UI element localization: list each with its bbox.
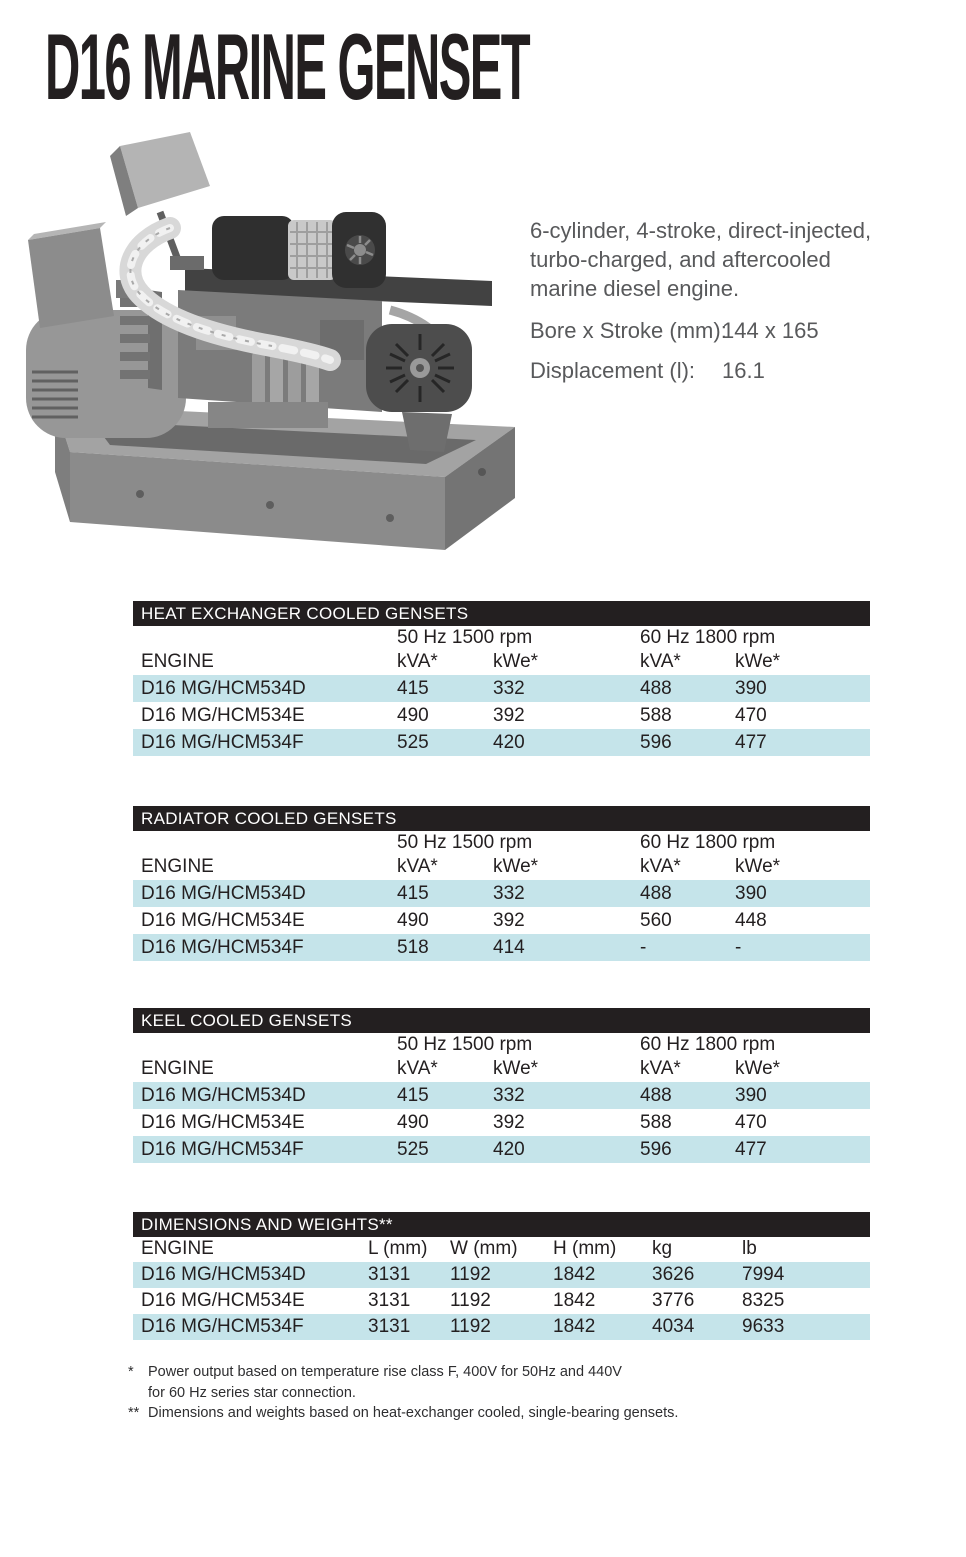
value-cell: 9633 <box>742 1316 785 1337</box>
description-line: marine diesel engine. <box>530 276 740 301</box>
engine-cell: D16 MG/HCM534F <box>141 1316 304 1337</box>
engine-cell: D16 MG/HCM534F <box>141 1139 304 1160</box>
description-text <box>530 216 890 303</box>
column-header: W (mm) <box>450 1238 518 1259</box>
value-cell: 588 <box>640 1112 672 1133</box>
table-row <box>133 1288 870 1314</box>
value-cell: 3626 <box>652 1264 695 1285</box>
value-cell: 415 <box>397 883 429 904</box>
value-cell: 332 <box>493 1085 525 1106</box>
column-header-row <box>133 854 870 880</box>
table-row <box>133 907 870 934</box>
footnote-line: Power output based on temperature rise class F, 400V for 50Hz and 440V <box>148 1364 622 1380</box>
value-cell: 470 <box>735 705 767 726</box>
value-cell: 448 <box>735 910 767 931</box>
value-cell: 420 <box>493 732 525 753</box>
column-header: ENGINE <box>141 856 214 877</box>
engine-cell: D16 MG/HCM534F <box>141 937 304 958</box>
air-cleaner <box>212 212 386 288</box>
value-cell: 525 <box>397 1139 429 1160</box>
footnote-line: for 60 Hz series star connection. <box>148 1384 356 1401</box>
column-header-row <box>133 1237 870 1262</box>
value-cell: 8325 <box>742 1290 785 1311</box>
engine-cell: D16 MG/HCM534D <box>141 883 306 904</box>
table-dimensions-weights <box>133 1212 870 1340</box>
value-cell: 1192 <box>450 1316 491 1337</box>
column-header: kWe* <box>735 856 781 877</box>
value-cell: 588 <box>640 705 672 726</box>
table-title-bar: HEAT EXCHANGER COOLED GENSETS <box>133 601 870 626</box>
column-header: kVA* <box>397 856 438 877</box>
frequency-header-row <box>133 626 870 649</box>
column-header: kWe* <box>735 1058 781 1079</box>
value-cell: 3131 <box>368 1264 411 1285</box>
value-cell: 7994 <box>742 1264 785 1285</box>
value-cell: 332 <box>493 883 525 904</box>
table-row <box>133 1082 870 1109</box>
table-radiator-cooled <box>133 806 870 961</box>
value-cell: 488 <box>640 1085 672 1106</box>
value-cell: 518 <box>397 937 429 958</box>
column-header: kVA* <box>397 651 438 672</box>
value-cell: 560 <box>640 910 672 931</box>
value-cell: 392 <box>493 1112 525 1133</box>
engine-cell: D16 MG/HCM534E <box>141 705 305 726</box>
value-cell: 3131 <box>368 1316 411 1337</box>
column-header: ENGINE <box>141 1238 214 1259</box>
value-cell: 490 <box>397 910 429 931</box>
value-cell: 4034 <box>652 1316 695 1337</box>
value-cell: 488 <box>640 883 672 904</box>
freq-header-60hz: 60 Hz 1800 rpm <box>640 1034 776 1055</box>
spec-displacement <box>530 358 765 384</box>
table-title-bar: KEEL COOLED GENSETS <box>133 1008 870 1033</box>
value-cell: 332 <box>493 678 525 699</box>
value-cell: 414 <box>493 937 525 958</box>
value-cell: 390 <box>735 1085 767 1106</box>
value-cell: 477 <box>735 1139 767 1160</box>
generator <box>26 222 186 438</box>
column-header: kVA* <box>640 651 681 672</box>
spec-label: Bore x Stroke (mm): <box>530 318 727 343</box>
column-header-row <box>133 1056 870 1082</box>
value-cell: 490 <box>397 1112 429 1133</box>
footnote-marker: ** <box>128 1405 140 1421</box>
description-line: 6-cylinder, 4-stroke, direct-injected, <box>530 218 872 243</box>
value-cell: 596 <box>640 1139 672 1160</box>
table-row <box>133 729 870 756</box>
value-cell: 525 <box>397 732 429 753</box>
value-cell: 420 <box>493 1139 525 1160</box>
value-cell: 477 <box>735 732 767 753</box>
engine-cell: D16 MG/HCM534D <box>141 1085 306 1106</box>
footnote-power-output <box>128 1362 848 1403</box>
engine-cell: D16 MG/HCM534E <box>141 910 305 931</box>
column-header: L (mm) <box>368 1238 428 1259</box>
description-line: turbo-charged, and aftercooled <box>530 247 831 272</box>
value-cell: 392 <box>493 910 525 931</box>
frequency-header-row <box>133 1033 870 1056</box>
column-header: ENGINE <box>141 651 214 672</box>
spec-bore-stroke <box>530 318 819 344</box>
value-cell: 3131 <box>368 1290 411 1311</box>
value-cell: 488 <box>640 678 672 699</box>
genset-photo <box>20 120 540 560</box>
value-cell: 1842 <box>553 1316 596 1337</box>
table-row <box>133 934 870 961</box>
spec-value: 16.1 <box>722 358 765 383</box>
value-cell: 1192 <box>450 1264 491 1285</box>
value-cell: 490 <box>397 705 429 726</box>
value-cell: 390 <box>735 678 767 699</box>
freq-header-60hz: 60 Hz 1800 rpm <box>640 627 776 648</box>
spec-label: Displacement (l): <box>530 358 696 383</box>
table-row <box>133 880 870 907</box>
footnote-line: Dimensions and weights based on heat-exchanger cooled, single-bearing gensets. <box>148 1405 679 1421</box>
value-cell: 470 <box>735 1112 767 1133</box>
value-cell: 392 <box>493 705 525 726</box>
spec-value: 144 x 165 <box>722 318 819 343</box>
open-lid <box>110 132 210 270</box>
engine-cell: D16 MG/HCM534D <box>141 678 306 699</box>
freq-header-60hz: 60 Hz 1800 rpm <box>640 832 776 853</box>
value-cell: 390 <box>735 883 767 904</box>
value-cell: 1842 <box>553 1290 596 1311</box>
column-header: kVA* <box>640 856 681 877</box>
page-title: D16 MARINE GENSET <box>45 14 530 119</box>
value-cell: 596 <box>640 732 672 753</box>
column-header: kg <box>652 1238 673 1259</box>
column-header: kWe* <box>493 856 539 877</box>
engine-cell: D16 MG/HCM534E <box>141 1112 305 1133</box>
table-row <box>133 702 870 729</box>
freq-header-50hz: 50 Hz 1500 rpm <box>397 627 533 648</box>
table-keel-cooled <box>133 1008 870 1163</box>
table-row <box>133 1314 870 1340</box>
column-header: kWe* <box>735 651 781 672</box>
column-header: ENGINE <box>141 1058 214 1079</box>
column-header: lb <box>742 1238 757 1259</box>
column-header: kVA* <box>640 1058 681 1079</box>
footnote-dimensions <box>128 1403 848 1424</box>
table-title-bar: DIMENSIONS AND WEIGHTS** <box>133 1212 870 1237</box>
value-cell: - <box>735 937 742 958</box>
table-row <box>133 1136 870 1163</box>
engine-cell: D16 MG/HCM534E <box>141 1290 305 1311</box>
value-cell: 1192 <box>450 1290 491 1311</box>
frequency-header-row <box>133 831 870 854</box>
table-title-bar: RADIATOR COOLED GENSETS <box>133 806 870 831</box>
footnote-marker: * <box>128 1364 134 1380</box>
value-cell: 1842 <box>553 1264 596 1285</box>
table-heat-exchanger-cooled <box>133 601 870 756</box>
column-header-row <box>133 649 870 675</box>
column-header: kWe* <box>493 1058 539 1079</box>
table-row <box>133 1109 870 1136</box>
freq-header-50hz: 50 Hz 1500 rpm <box>397 1034 533 1055</box>
footnotes <box>128 1362 848 1424</box>
value-cell: 415 <box>397 1085 429 1106</box>
engine-cell: D16 MG/HCM534F <box>141 732 304 753</box>
freq-header-50hz: 50 Hz 1500 rpm <box>397 832 533 853</box>
column-header: H (mm) <box>553 1238 617 1259</box>
value-cell: 415 <box>397 678 429 699</box>
engine-cell: D16 MG/HCM534D <box>141 1264 306 1285</box>
column-header: kWe* <box>493 651 539 672</box>
value-cell: 3776 <box>652 1290 695 1311</box>
value-cell: - <box>640 937 647 958</box>
table-row <box>133 675 870 702</box>
column-header: kVA* <box>397 1058 438 1079</box>
table-row <box>133 1262 870 1288</box>
